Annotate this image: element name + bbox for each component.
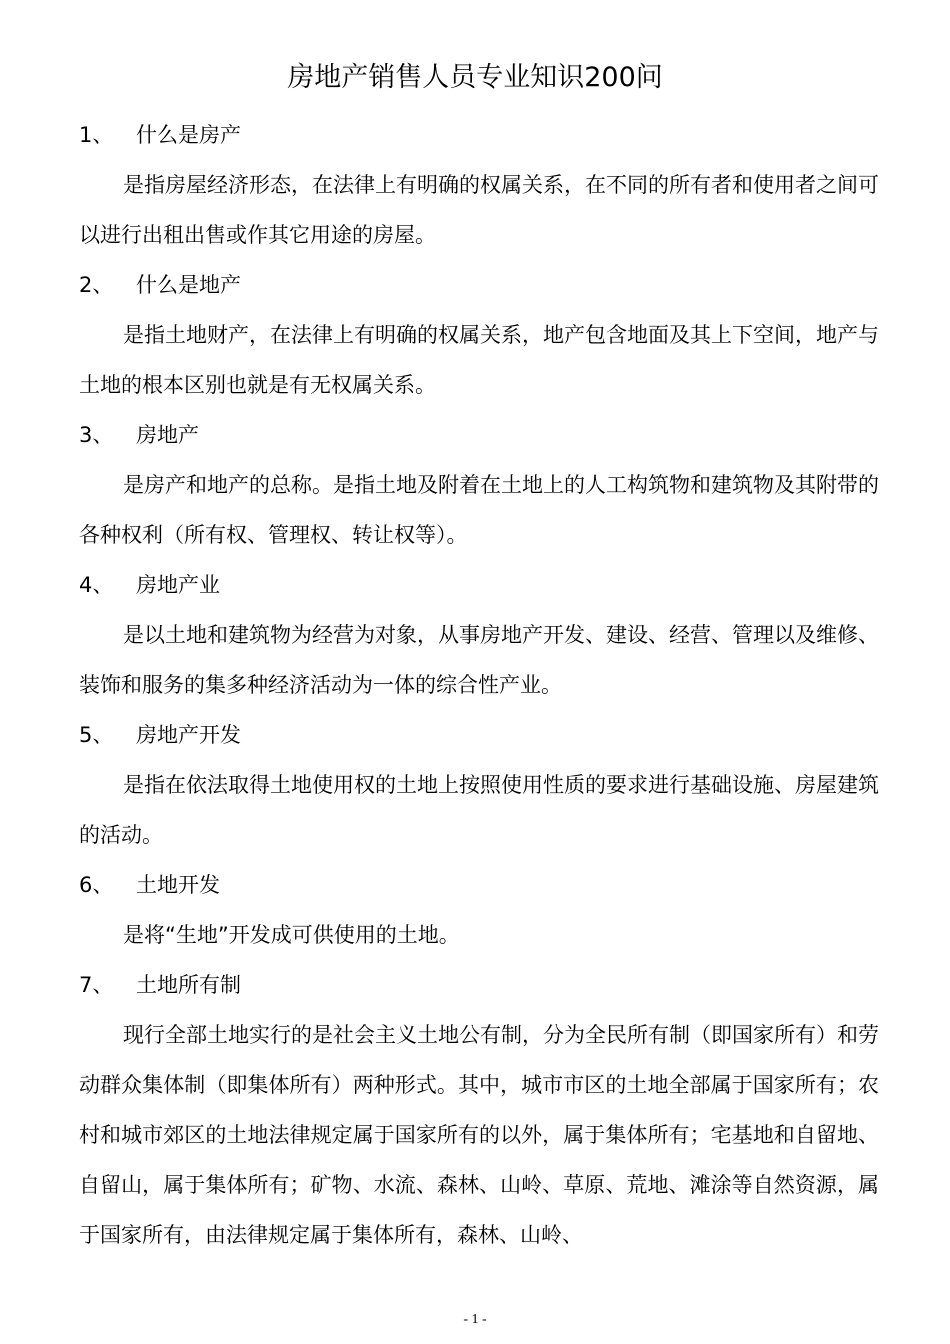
question-number: 7、: [79, 973, 114, 997]
question-title: 房地产业: [136, 573, 220, 597]
question-number: 1、: [79, 123, 114, 147]
question-number: 2、: [79, 273, 114, 297]
question-number: 5、: [79, 723, 114, 747]
answer-paragraph: 是指在依法取得土地使用权的土地上按照使用性质的要求进行基础设施、房屋建筑的活动。: [79, 773, 879, 847]
page-number: - 1 -: [463, 1312, 487, 1327]
document-title: 房地产销售人员专业知识200问: [287, 62, 663, 93]
question-title: 土地开发: [136, 873, 220, 897]
question-title: 房地产开发: [136, 723, 241, 747]
question-title: 什么是房产: [136, 123, 241, 147]
question-heading: [79, 710, 879, 760]
answer-paragraph: 是指土地财产，在法律上有明确的权属关系，地产包含地面及其上下空间，地产与土地的根本区别也就是有无权属关系。: [79, 323, 879, 397]
question-heading: [79, 110, 879, 160]
question-number: 3、: [79, 423, 114, 447]
question-heading: [79, 410, 879, 460]
question-heading: [79, 260, 879, 310]
question-title: 房地产: [136, 423, 199, 447]
answer-paragraph: 是将“生地”开发成可供使用的土地。: [123, 923, 460, 947]
answer-paragraph: 是指房屋经济形态，在法律上有明确的权属关系，在不同的所有者和使用者之间可以进行出租出售或作其它用途的房屋。: [79, 173, 879, 247]
answer-paragraph: 现行全部土地实行的是社会主义土地公有制，分为全民所有制（即国家所有）和劳动群众集体制（即集体所有）两种形式。其中，城市市区的土地全部属于国家所有；农村和城市郊区的土地法律规定属于国家所有的以外，属于集体所有；宅基地和自留地、自留山，属于集体所有；矿物、水流、森林、山岭、草原、荒地、滩涂等自然资源，属于国家所有，由法律规定属于集体所有，森林、山岭、: [79, 1023, 879, 1247]
document-body: [79, 110, 879, 1260]
question-heading: [79, 560, 879, 610]
answer-paragraph: 是房产和地产的总称。是指土地及附着在土地上的人工构筑物和建筑物及其附带的各种权利（所有权、管理权、转让权等）。: [79, 473, 879, 547]
question-heading: [79, 960, 879, 1010]
question-title: 什么是地产: [136, 273, 241, 297]
question-number: 6、: [79, 873, 114, 897]
question-heading: [79, 860, 879, 910]
question-number: 4、: [79, 573, 114, 597]
answer-paragraph: 是以土地和建筑物为经营为对象，从事房地产开发、建设、经营、管理以及维修、装饰和服务的集多种经济活动为一体的综合性产业。: [79, 623, 879, 697]
question-title: 土地所有制: [136, 973, 241, 997]
